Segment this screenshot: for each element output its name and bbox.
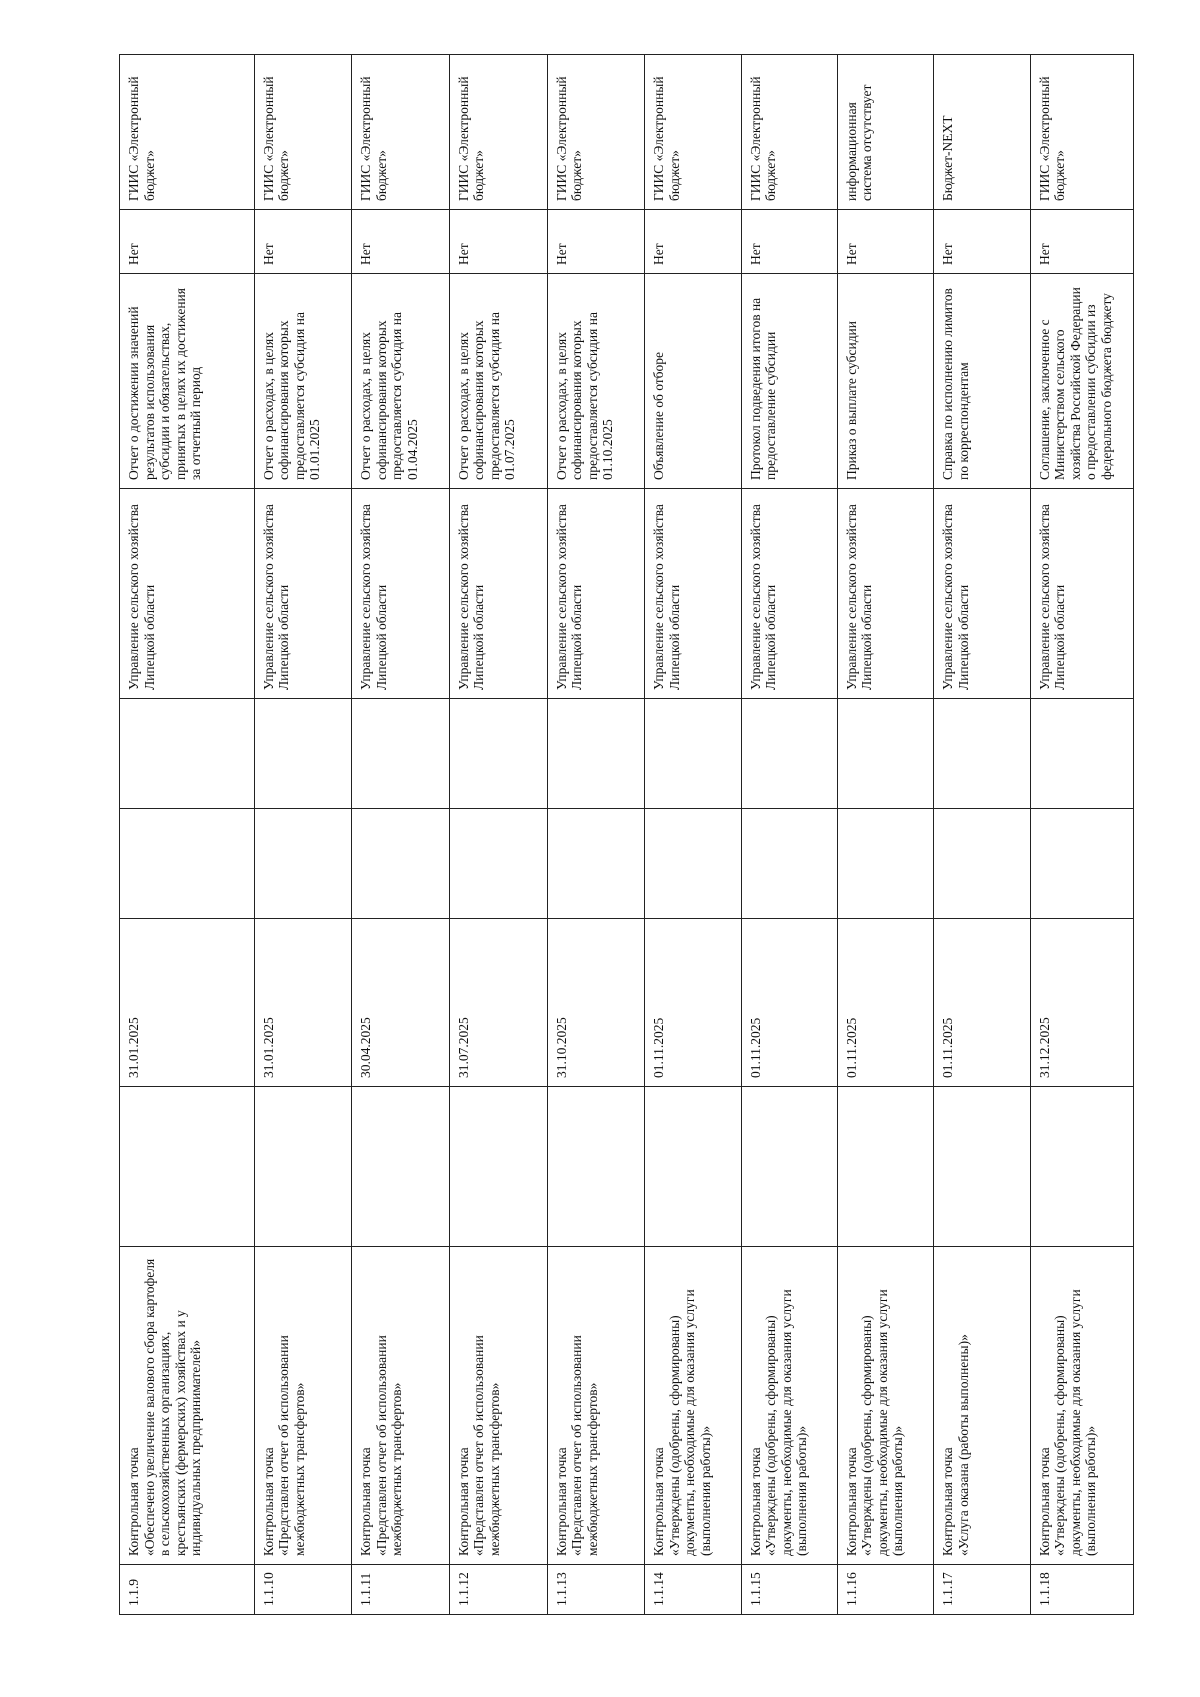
empty-cell <box>449 1087 547 1247</box>
control-point-title <box>547 1247 645 1565</box>
empty-cell <box>547 699 645 809</box>
empty-cell <box>741 699 837 809</box>
control-point-text: «Представлен отчет об использовании межбюджетных трансфертов» <box>569 1335 600 1556</box>
flag-value: Нет <box>1030 210 1133 274</box>
control-point-text: «Обеспечено увеличение валового сбора картофеля в сельскохозяйственных организациях, крестьянских (фермерских) хозяйствах и у индивидуальных предпринимателей» <box>141 1258 203 1556</box>
scanned-page <box>119 55 1134 1615</box>
empty-cell <box>254 699 352 809</box>
control-point-title <box>449 1247 547 1565</box>
empty-cell <box>120 699 255 809</box>
row-number: 1.1.14 <box>645 1565 741 1615</box>
table-row <box>352 55 450 1615</box>
empty-cell <box>120 1087 255 1247</box>
empty-cell <box>645 699 741 809</box>
empty-cell <box>254 1087 352 1247</box>
responsible-body: Управление сельского хозяйства Липецкой области <box>741 489 837 699</box>
result-document: Отчет о расходах, в целях софинансирования которых предоставляется субсидия на 01.07.2025 <box>449 274 547 489</box>
control-point-text: «Представлен отчет об использовании межбюджетных трансфертов» <box>373 1335 405 1556</box>
row-number: 1.1.11 <box>352 1565 450 1615</box>
empty-cell <box>837 1087 933 1247</box>
empty-cell <box>1030 809 1133 919</box>
responsible-body: Управление сельского хозяйства Липецкой области <box>1030 489 1133 699</box>
result-document: Отчет о расходах, в целях софинансирования которых предоставляется субсидия на 01.04.2025 <box>352 274 450 489</box>
empty-cell <box>934 1087 1030 1247</box>
result-document: Приказ о выплате субсидии <box>837 274 933 489</box>
due-date: 01.11.2025 <box>934 919 1030 1087</box>
result-document: Отчет о достижении значений результатов использования субсидии и обязательствах, принятых в целях их достижения за отчетный период <box>120 274 255 489</box>
empty-cell <box>120 809 255 919</box>
flag-value: Нет <box>741 210 837 274</box>
control-point-title <box>120 1247 255 1565</box>
responsible-body: Управление сельского хозяйства Липецкой области <box>837 489 933 699</box>
due-date: 01.11.2025 <box>837 919 933 1087</box>
control-point-kind: Контрольная точка <box>1036 1447 1052 1556</box>
control-point-title <box>254 1247 352 1565</box>
flag-value: Нет <box>645 210 741 274</box>
result-document: Протокол подведения итогов на предоставление субсидии <box>741 274 837 489</box>
control-point-text: «Услуга оказана (работы выполнены)» <box>955 1334 971 1556</box>
responsible-body: Управление сельского хозяйства Липецкой области <box>934 489 1030 699</box>
information-system: ГИИС «Электронный бюджет» <box>741 55 837 210</box>
table-row <box>120 55 255 1615</box>
empty-cell <box>645 1087 741 1247</box>
row-number: 1.1.10 <box>254 1565 352 1615</box>
table-row <box>934 55 1030 1615</box>
empty-cell <box>352 699 450 809</box>
responsible-body: Управление сельского хозяйства Липецкой области <box>120 489 255 699</box>
result-document: Соглашение, заключенное с Министерством сельского хозяйства Российской Федерации о предоставлении субсидии из федерального бюджета бюджету <box>1030 274 1133 489</box>
control-point-title <box>645 1247 741 1565</box>
control-point-kind: Контрольная точка <box>940 1447 956 1556</box>
due-date: 31.01.2025 <box>120 919 255 1087</box>
due-date: 01.11.2025 <box>741 919 837 1087</box>
information-system: ГИИС «Электронный бюджет» <box>1030 55 1133 210</box>
result-document: Объявление об отборе <box>645 274 741 489</box>
empty-cell <box>1030 699 1133 809</box>
responsible-body: Управление сельского хозяйства Липецкой области <box>449 489 547 699</box>
empty-cell <box>547 809 645 919</box>
empty-cell <box>352 809 450 919</box>
empty-cell <box>934 699 1030 809</box>
empty-cell <box>449 699 547 809</box>
control-point-kind: Контрольная точка <box>455 1447 471 1556</box>
control-points-table <box>119 54 1134 1615</box>
control-point-title <box>1030 1247 1133 1565</box>
information-system: информационная система отсутствует <box>837 55 933 210</box>
control-point-text: «Утверждены (одобрены, сформированы) документы, необходимые для оказания услуги (выполнения работы)» <box>666 1289 713 1556</box>
flag-value: Нет <box>254 210 352 274</box>
flag-value: Нет <box>934 210 1030 274</box>
empty-cell <box>645 809 741 919</box>
responsible-body: Управление сельского хозяйства Липецкой области <box>645 489 741 699</box>
control-point-kind: Контрольная точка <box>747 1447 763 1556</box>
control-point-text: «Представлен отчет об использовании межбюджетных трансфертов» <box>471 1335 502 1556</box>
empty-cell <box>352 1087 450 1247</box>
flag-value: Нет <box>547 210 645 274</box>
responsible-body: Управление сельского хозяйства Липецкой области <box>352 489 450 699</box>
due-date: 01.11.2025 <box>645 919 741 1087</box>
rotated-table-wrapper <box>119 55 1134 1615</box>
empty-cell <box>449 809 547 919</box>
row-number: 1.1.17 <box>934 1565 1030 1615</box>
flag-value: Нет <box>120 210 255 274</box>
control-point-text: «Утверждены (одобрены, сформированы) документы, необходимые для оказания услуги (выполнения работы)» <box>1052 1289 1099 1556</box>
flag-value: Нет <box>837 210 933 274</box>
information-system: Бюджет-NEXT <box>934 55 1030 210</box>
row-number: 1.1.9 <box>120 1565 255 1615</box>
table-row <box>254 55 352 1615</box>
due-date: 31.01.2025 <box>254 919 352 1087</box>
control-point-kind: Контрольная точка <box>358 1447 374 1556</box>
empty-cell <box>837 809 933 919</box>
table-row <box>837 55 933 1615</box>
responsible-body: Управление сельского хозяйства Липецкой области <box>547 489 645 699</box>
table-row <box>645 55 741 1615</box>
empty-cell <box>254 809 352 919</box>
due-date: 31.07.2025 <box>449 919 547 1087</box>
control-point-title <box>741 1247 837 1565</box>
information-system: ГИИС «Электронный бюджет» <box>254 55 352 210</box>
table-row <box>1030 55 1133 1615</box>
information-system: ГИИС «Электронный бюджет» <box>352 55 450 210</box>
result-document: Отчет о расходах, в целях софинансирования которых предоставляется субсидия на 01.01.2025 <box>254 274 352 489</box>
due-date: 31.10.2025 <box>547 919 645 1087</box>
information-system: ГИИС «Электронный бюджет» <box>120 55 255 210</box>
result-document: Справка по исполнению лимитов по корреспондентам <box>934 274 1030 489</box>
due-date: 30.04.2025 <box>352 919 450 1087</box>
empty-cell <box>934 809 1030 919</box>
information-system: ГИИС «Электронный бюджет» <box>645 55 741 210</box>
information-system: ГИИС «Электронный бюджет» <box>547 55 645 210</box>
flag-value: Нет <box>352 210 450 274</box>
empty-cell <box>1030 1087 1133 1247</box>
row-number: 1.1.16 <box>837 1565 933 1615</box>
information-system: ГИИС «Электронный бюджет» <box>449 55 547 210</box>
control-point-kind: Контрольная точка <box>126 1447 141 1556</box>
control-point-text: «Утверждены (одобрены, сформированы) документы, необходимые для оказания услуги (выполнения работы)» <box>763 1289 810 1556</box>
control-point-kind: Контрольная точка <box>843 1447 859 1556</box>
result-document: Отчет о расходах, в целях софинансирования которых предоставляется субсидия на 01.10.2025 <box>547 274 645 489</box>
control-point-kind: Контрольная точка <box>260 1447 276 1556</box>
control-point-text: «Представлен отчет об использовании межбюджетных трансфертов» <box>276 1335 307 1556</box>
table-row <box>547 55 645 1615</box>
control-point-text: «Утверждены (одобрены, сформированы) документы, необходимые для оказания услуги (выполнения работы)» <box>859 1289 906 1556</box>
empty-cell <box>741 809 837 919</box>
row-number: 1.1.12 <box>449 1565 547 1615</box>
row-number: 1.1.13 <box>547 1565 645 1615</box>
responsible-body: Управление сельского хозяйства Липецкой области <box>254 489 352 699</box>
control-point-kind: Контрольная точка <box>553 1447 569 1556</box>
row-number: 1.1.15 <box>741 1565 837 1615</box>
control-point-title <box>352 1247 450 1565</box>
control-point-title <box>934 1247 1030 1565</box>
control-point-kind: Контрольная точка <box>651 1447 667 1556</box>
control-point-title <box>837 1247 933 1565</box>
empty-cell <box>837 699 933 809</box>
table-row <box>741 55 837 1615</box>
empty-cell <box>741 1087 837 1247</box>
row-number: 1.1.18 <box>1030 1565 1133 1615</box>
empty-cell <box>547 1087 645 1247</box>
flag-value: Нет <box>449 210 547 274</box>
table-row <box>449 55 547 1615</box>
due-date: 31.12.2025 <box>1030 919 1133 1087</box>
